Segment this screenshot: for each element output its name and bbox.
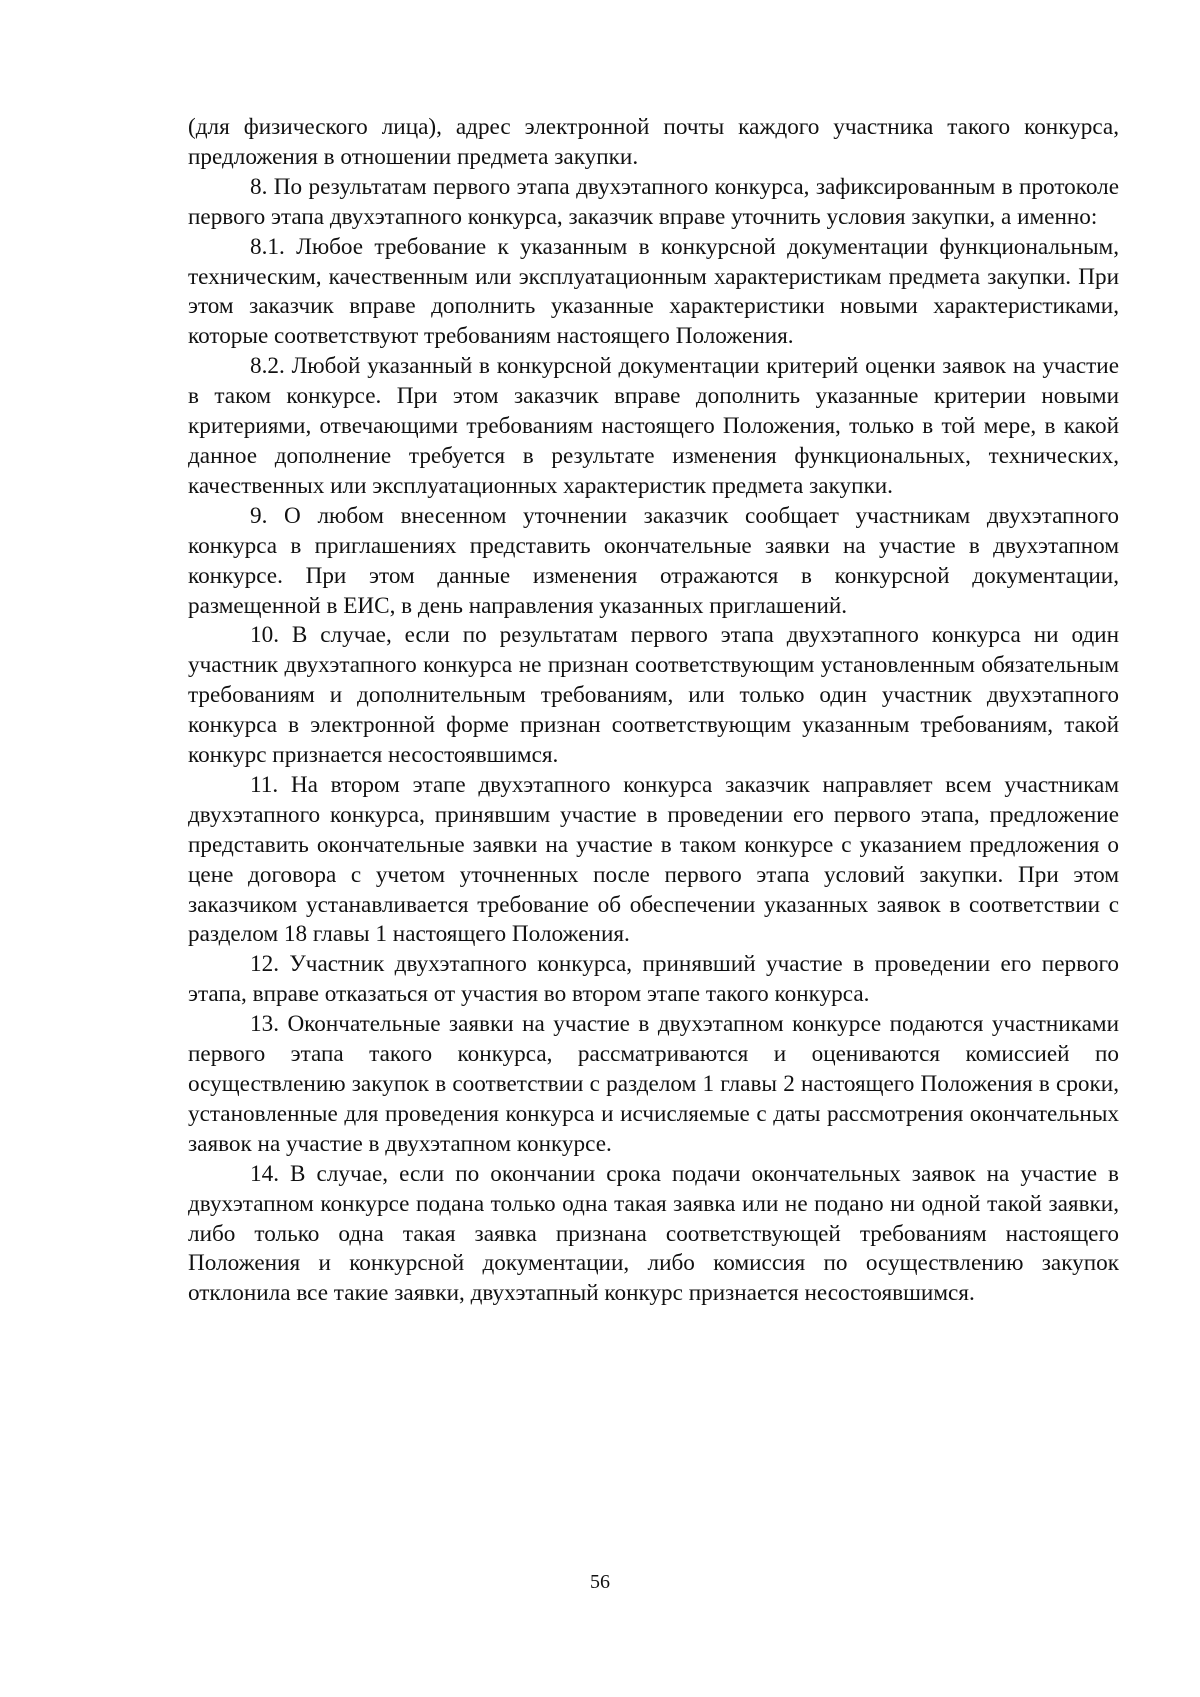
paragraph-8: 8. По результатам первого этапа двухэтапного конкурса, зафиксированным в протоколе первого этапа двухэтапного конкурса, заказчик вправе уточнить условия закупки, а именно: bbox=[188, 173, 1119, 230]
paragraph-11: 11. На втором этапе двухэтапного конкурса заказчик направляет всем участникам двухэтапного конкурса, принявшим участие в проведении его первого этапа, предложение представить окончательные заявки на участие в таком конкурсе с указанием предложения о цене договора с учетом уточненных после первого этапа условий закупки. При этом заказчиком устанавливается требование об обеспечении указанных заявок в соответствии с разделом 18 главы 1 настоящего Положения. bbox=[188, 771, 1119, 948]
paragraph-8-1: 8.1. Любое требование к указанным в конкурсной документации функциональным, техническим, качественным или эксплуатационным характеристикам предмета закупки. При этом заказчик вправе дополнить указанные характеристики новыми характеристиками, которые соответствуют требованиям настоящего Положения. bbox=[188, 233, 1119, 350]
paragraph-8-2: 8.2. Любой указанный в конкурсной документации критерий оценки заявок на участие в таком конкурсе. При этом заказчик вправе дополнить указанные критерии новыми критериями, отвечающими требованиям настоящего Положения, только в той мере, в какой данное дополнение требуется в результате изменения функциональных, технических, качественных или эксплуатационных характеристик предмета закупки. bbox=[188, 353, 1119, 499]
paragraph-continuation: (для физического лица), адрес электронной почты каждого участника такого конкурса, предложения в отношении предмета закупки. bbox=[188, 114, 1119, 170]
paragraph-13: 13. Окончательные заявки на участие в двухэтапном конкурсе подаются участниками первого этапа такого конкурса, рассматриваются и оцениваются комиссией по осуществлению закупок в соответствии с разделом 1 главы 2 настоящего Положения в сроки, установленные для проведения конкурса и исчисляемые с даты рассмотрения окончательных заявок на участие в двухэтапном конкурсе. bbox=[188, 1011, 1119, 1157]
document-body bbox=[188, 113, 1119, 1309]
paragraph-12: 12. Участник двухэтапного конкурса, принявший участие в проведении его первого этапа, вправе отказаться от участия во втором этапе такого конкурса. bbox=[188, 951, 1119, 1008]
page-number: 56 bbox=[590, 1571, 610, 1593]
paragraph-10: 10. В случае, если по результатам первого этапа двухэтапного конкурса ни один участник двухэтапного конкурса не признан соответствующим установленным обязательным требованиям и дополнительным требованиям, или только один участник двухэтапного конкурса в электронной форме признан соответствующим указанным требованиям, такой конкурс признается несостоявшимся. bbox=[188, 622, 1119, 769]
paragraph-9: 9. О любом внесенном уточнении заказчик сообщает участникам двухэтапного конкурса в приглашениях представить окончательные заявки на участие в двухэтапном конкурсе. При этом данные изменения отражаются в конкурсной документации, размещенной в ЕИС, в день направления указанных приглашений. bbox=[188, 502, 1119, 619]
paragraph-14: 14. В случае, если по окончании срока подачи окончательных заявок на участие в двухэтапном конкурсе подана только одна такая заявка или не подано ни одной такой заявки, либо только одна такая заявка признана соответствующей требованиям настоящего Положения и конкурсной документации, либо комиссия по осуществлению закупок отклонила все такие заявки, двухэтапный конкурс признается несостоявшимся. bbox=[188, 1160, 1119, 1307]
